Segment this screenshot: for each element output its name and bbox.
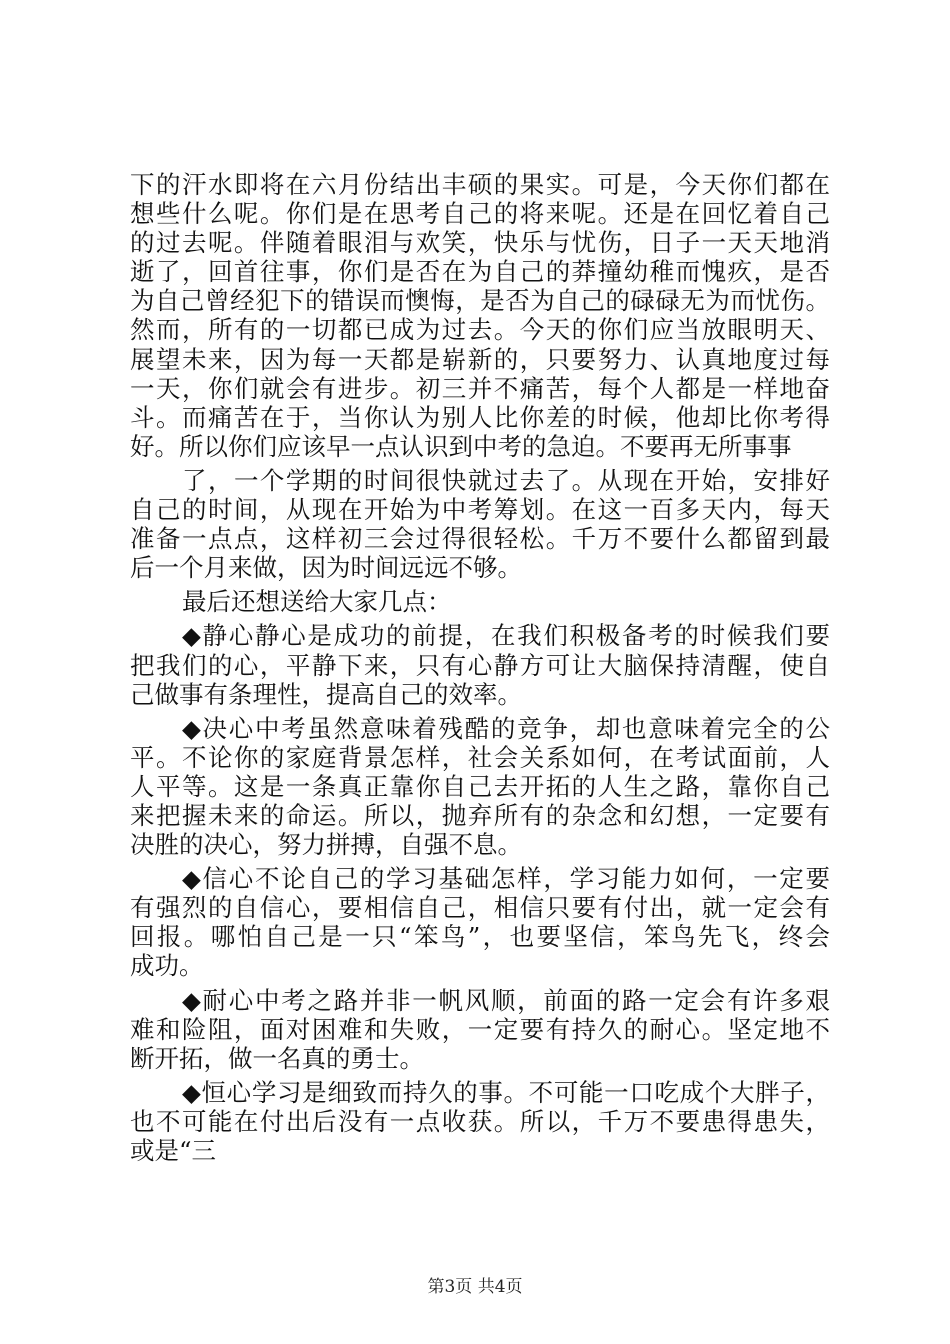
- text-line: ◆决心中考虽然意味着残酷的竞争，却也意味着完全的公: [182, 713, 830, 743]
- text-line: 决胜的决心，努力拼搏，自强不息。: [130, 830, 522, 860]
- text-line: ◆信心不论自己的学习基础怎样，学习能力如何，一定要: [182, 864, 830, 894]
- text-line: 斗。而痛苦在于，当你认为别人比你差的时候，他却比你考得: [130, 402, 830, 432]
- text-line: 成功。: [130, 951, 204, 981]
- text-line: 后一个月来做，因为时间远远不够。: [130, 553, 522, 583]
- text-line: 把我们的心，平静下来，只有心静方可让大脑保持清醒，使自: [130, 650, 830, 680]
- text-line: 或是“三: [130, 1136, 217, 1165]
- text-line: 好。所以你们应该早一点认识到中考的急迫。不要再无所事事: [130, 431, 792, 461]
- text-line: 然而，所有的一切都已成为过去。今天的你们应当放眼明天、: [130, 315, 830, 345]
- text-line: 自己的时间，从现在开始为中考筹划。在这一百多天内，每天: [130, 495, 830, 525]
- text-line: 难和险阻，面对困难和失败，一定要有持久的耐心。坚定地不: [130, 1014, 830, 1044]
- text-line: 平。不论你的家庭背景怎样，社会关系如何，在考试面前，人: [130, 742, 830, 772]
- document-body: [130, 170, 830, 1165]
- text-line: 人平等。这是一条真正靠你自己去开拓的人生之路，靠你自己: [130, 771, 830, 801]
- text-line: 想些什么呢。你们是在思考自己的将来呢。还是在回忆着自己: [130, 199, 830, 229]
- text-line: 最后还想送给大家几点：: [182, 587, 452, 617]
- text-line: 准备一点点，这样初三会过得很轻松。千万不要什么都留到最: [130, 524, 830, 554]
- text-line: 回报。哪怕自己是一只“笨鸟”，也要坚信，笨鸟先飞，终会: [130, 922, 830, 952]
- text-line: ◆耐心中考之路并非一帆风顺，前面的路一定会有许多艰: [182, 985, 830, 1015]
- text-line: 展望未来，因为每一天都是崭新的，只要努力、认真地度过每: [130, 344, 830, 374]
- text-line: ◆恒心学习是细致而持久的事。不可能一口吃成个大胖子，: [182, 1077, 830, 1107]
- text-line: 为自己曾经犯下的错误而懊悔，是否为自己的碌碌无为而忧伤。: [130, 286, 830, 316]
- page-footer: 第3页 共4页: [427, 1277, 523, 1297]
- text-line: 一天，你们就会有进步。初三并不痛苦，每个人都是一样地奋: [130, 373, 830, 403]
- text-line: 也不可能在付出后没有一点收获。所以，千万不要患得患失，: [130, 1106, 830, 1136]
- text-line: ◆静心静心是成功的前提，在我们积极备考的时候我们要: [182, 621, 830, 651]
- text-line: 了，一个学期的时间很快就过去了。从现在开始，安排好: [182, 465, 830, 495]
- text-line: 己做事有条理性，提高自己的效率。: [130, 679, 522, 709]
- text-line: 来把握未来的命运。所以，抛弃所有的杂念和幻想，一定要有: [130, 800, 830, 830]
- text-line: 的过去呢。伴随着眼泪与欢笑，快乐与忧伤，日子一天天地消: [130, 228, 830, 258]
- text-line: 下的汗水即将在六月份结出丰硕的果实。可是，今天你们都在: [130, 170, 830, 199]
- text-line: 逝了，回首往事，你们是否在为自己的莽撞幼稚而愧疚，是否: [130, 257, 830, 287]
- text-line: 有强烈的自信心，要相信自己，相信只要有付出，就一定会有: [130, 893, 830, 923]
- text-line: 断开拓，做一名真的勇士。: [130, 1043, 424, 1073]
